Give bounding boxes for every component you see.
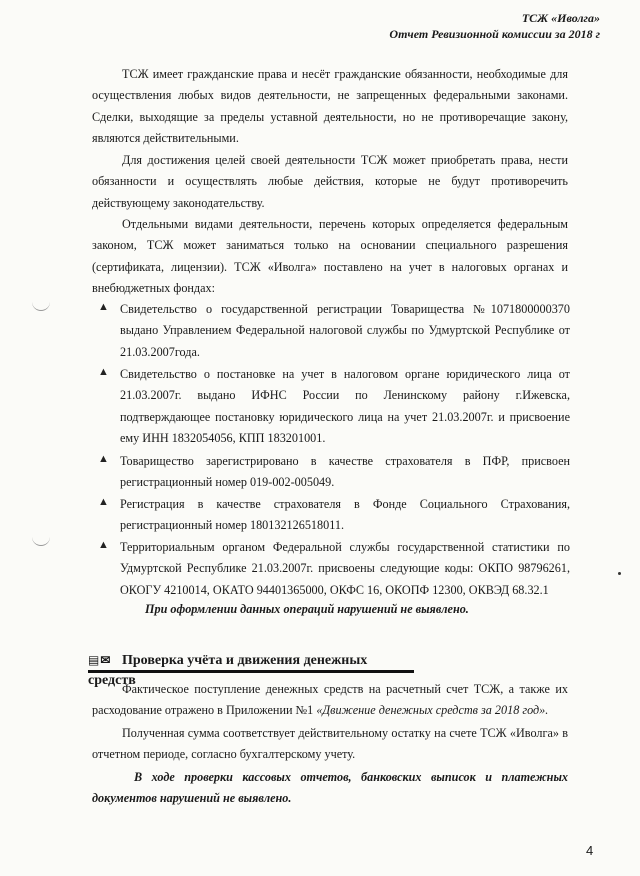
punch-hole-mark: [32, 535, 50, 546]
paragraph-cash-flow: Фактическое поступление денежных средств на расчетный счет ТСЖ, а также их расходование отражено в Приложении №1 «Движение денежных средств за 2018 год».: [92, 682, 568, 718]
list-item: [98, 537, 570, 601]
header-org: ТСЖ «Иволга»: [521, 11, 600, 25]
paragraph-balance: Полученная сумма соответствует действительному остатку на счете ТСЖ «Иволга» в отчетном периоде, согласно бухгалтерскому учету.: [92, 726, 568, 762]
conclusion-cash-audit: В ходе проверки кассовых отчетов, банковских выписок и платежных документов нарушений не выявлено.: [92, 770, 568, 806]
paragraph-goals: Для достижения целей своей деятельности ТСЖ может приобретать права, нести обязанности и осуществлять любые действия, которые не будут противоречить действующему законодательству.: [92, 153, 568, 210]
triangle-bullet-icon: ▲: [98, 301, 109, 313]
header-report-title: Отчет Ревизионной комиссии за 2018 г: [389, 27, 600, 41]
paragraph-civil-rights: ТСЖ имеет гражданские права и несёт гражданские обязанности, необходимые для осуществления любых видов деятельности, не запрещенных федеральными законами. Сделки, выходящие за пределы уставной деятельности, но не противоречащие закону, являются действительными.: [92, 67, 568, 146]
speck: [618, 572, 621, 575]
list-item-text: Товарищество зарегистрировано в качестве страхователя в ПФР, присвоен регистрационный номер 019-002-005049.: [120, 454, 570, 490]
list-item: [98, 494, 570, 537]
punch-hole-mark: [32, 300, 50, 311]
triangle-bullet-icon: ▲: [98, 366, 109, 378]
list-item-text: Свидетельство о постановке на учет в налоговом органе юридического лица от 21.03.2007г. выдано ИФНС России по Ленинскому району г.Ижевска, подтверждающее постановку юридического лица на учет 21.03.2007г. и присвоение ему ИНН 1832054056, КПП 183201001.: [120, 367, 570, 446]
list-item: [98, 364, 570, 450]
page-number: 4: [586, 843, 594, 858]
list-item-text: Свидетельство о государственной регистрации Товарищества №1071800000370 выдано Управлением Федеральной налоговой службы по Удмуртской Республике от 21.03.2007года.: [120, 302, 570, 359]
list-item-text: Территориальным органом Федеральной службы государственной статистики по Удмуртской Республике 21.03.2007г. присвоены следующие коды: ОКПО 98796261, ОКОГУ 4210014, ОКАТО 94401365000, ОКФС 16, ОКОПФ 12300, ОКВЭД 68.32.1: [120, 540, 570, 597]
conclusion-registration: При оформлении данных операций нарушений не выявлено.: [145, 602, 469, 616]
triangle-bullet-icon: ▲: [98, 453, 109, 465]
appendix-reference: «Движение денежных средств за 2018 год».: [316, 703, 549, 718]
triangle-bullet-icon: ▲: [98, 496, 109, 508]
section-title: Проверка учёта и движения денежных средств: [88, 653, 368, 688]
document-icon: ▤✉: [88, 653, 112, 667]
list-item-text: Регистрация в качестве страхователя в Фонде Социального Страхования, регистрационный номер 180132126518011.: [120, 497, 570, 533]
triangle-bullet-icon: ▲: [98, 539, 109, 551]
paragraph-licenses: Отдельными видами деятельности, перечень которых определяется федеральным законом, ТСЖ может заниматься только на основании специального разрешения (сертификата, лицензии). ТСЖ «Иволга» поставлено на учет в налоговых органах и внебюджетных фондах:: [92, 217, 568, 296]
list-item: [98, 299, 570, 363]
list-item: [98, 451, 570, 494]
section-heading: [88, 650, 414, 688]
